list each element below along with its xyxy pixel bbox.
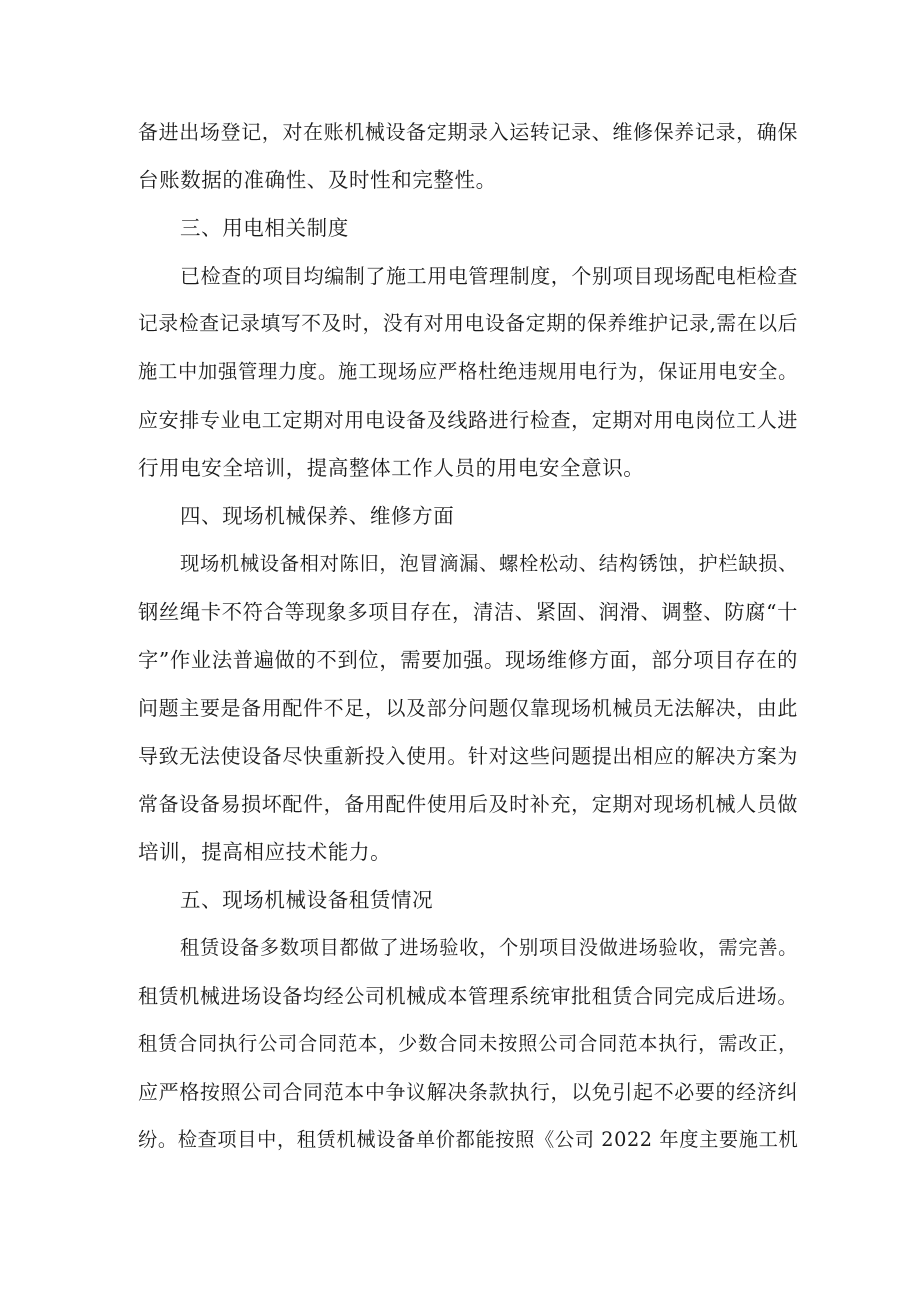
- paragraph-line: 纷。检查项目中，租赁机械设备单价都能按照《公司 2022 年度主要施工机: [138, 1128, 799, 1151]
- paragraph-line: 行用电安全培训，提高整体工作人员的用电安全意识。: [138, 456, 645, 480]
- paragraph-line: 施工中加强管理力度。施工现场应严格杜绝违规用电行为，保证用电安全。: [138, 360, 798, 383]
- paragraph-line: 台账数据的准确性、及时性和完整性。: [138, 168, 497, 192]
- paragraph-line: 应严格按照公司合同范本中争议解决条款执行，以免引起不必要的经济纠: [138, 1080, 798, 1104]
- paragraph-line: 钢丝绳卡不符合等现象多项目存在，清洁、紧固、润滑、调整、防腐“十: [138, 600, 798, 624]
- paragraph-line: 备进出场登记，对在账机械设备定期录入运转记录、维修保养记录，确保: [138, 120, 798, 144]
- section-heading: 三、用电相关制度: [180, 216, 349, 240]
- section-heading: 五、现场机械设备租赁情况: [180, 888, 434, 912]
- paragraph-line: 已检查的项目均编制了施工用电管理制度，个别项目现场配电柜检查: [180, 264, 798, 288]
- paragraph-line: 字”作业法普遍做的不到位，需要加强。现场维修方面，部分项目存在的: [138, 648, 798, 672]
- paragraph-line: 租赁机械进场设备均经公司机械成本管理系统审批租赁合同完成后进场。: [138, 984, 798, 1008]
- paragraph-line: 应安排专业电工定期对用电设备及线路进行检查，定期对用电岗位工人进: [138, 408, 798, 432]
- paragraph-line: 导致无法使设备尽快重新投入使用。针对这些问题提出相应的解决方案为: [138, 744, 798, 768]
- paragraph-line: 培训，提高相应技术能力。: [138, 840, 392, 864]
- paragraph-line: 记录检查记录填写不及时，没有对用电设备定期的保养维护记录,需在以后: [138, 312, 798, 335]
- paragraph-line: 租赁合同执行公司合同范本，少数合同未按照公司合同范本执行，需改正，: [138, 1032, 798, 1055]
- paragraph-line: 常备设备易损坏配件，备用配件使用后及时补充，定期对现场机械人员做: [138, 792, 798, 816]
- paragraph-line: 问题主要是备用配件不足，以及部分问题仅靠现场机械员无法解决，由此: [138, 696, 798, 720]
- paragraph-line: 现场机械设备相对陈旧，泡冒滴漏、螺栓松动、结构锈蚀，护栏缺损、: [180, 552, 798, 575]
- paragraph-line: 租赁设备多数项目都做了进场验收，个别项目没做进场验收，需完善。: [180, 936, 798, 959]
- section-heading: 四、现场机械保养、维修方面: [180, 504, 455, 528]
